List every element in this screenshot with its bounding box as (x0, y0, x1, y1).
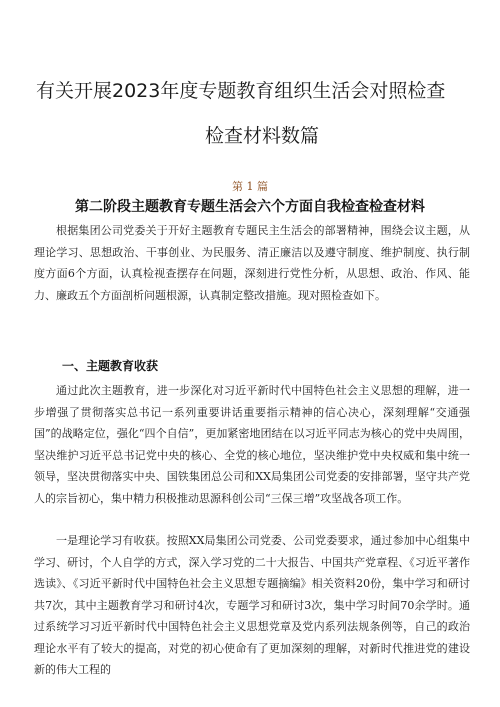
gains-paragraph: 通过此次主题教育，进一步深化对习近平新时代中国特色社会主义思想的理解，进一步增强了贯彻落实总书记一系列重要讲话重要指示精神的信心决心，深刻理解“交通强国”的战略定位，强化“四个自信”，更加紧密地团结在以习近平同志为核心的党中央周围，坚决维护习近平总书记党中央的核心、全党的核心地位，坚决维护党中央权威和集中统一领导，坚决贯彻落实中央、国铁集团总公司和XX局集团公司党委的安排部署，坚守共产党人的宗旨初心，集中精力积极推动思源科创公司“三保三增”攻坚战各项工作。 (34, 384, 470, 505)
section-title: 第二阶段主题教育专题生活会六个方面自我检查检查材料 (75, 199, 425, 215)
document-title-line1: 有关开展2023年度专题教育组织生活会对照检查 (36, 80, 446, 102)
document-title-line2: 检查材料数篇 (205, 125, 320, 147)
theory-paragraph: 一是理论学习有收获。按照XX局集团公司党委、公司党委要求，通过参加中心组集中学习、研讨，个人自学的方式，深入学习党的二十大报告、中国共产党章程、《习近平著作选读》、《习近平新时代中国特色社会主义思想专题摘编》相关资料20份，集中学习和研讨共7次，其中主题教育学习和研讨4次，专题学习和研讨3次，集中学习时间70余学时。通过系统学习习近平新时代中国特色社会主义思想党章及党内系列法规条例等，自己的政治理论水平有了较大的提高，对党的初心使命有了更加深刻的理解，对新时代推进党的建设新的伟大工程的 (34, 534, 470, 676)
intro-paragraph: 根据集团公司党委关于开好主题教育专题民主生活会的部署精神，围绕会议主题，从理论学习、思想政治、干事创业、为民服务、清正廉洁以及遵守制度、维护制度、执行制度方面6个方面，认真检视查摆存在问题，深刻进行党性分析，从思想、政治、作风、能力、廉政五个方面剖析问题根源，认真制定整改措施。现对照检查如下。 (34, 224, 470, 302)
theory-paragraph-block (34, 530, 470, 681)
intro-paragraph-block (34, 220, 470, 306)
heading-gains: 一、主题教育收获 (62, 359, 159, 373)
gains-paragraph-block (34, 380, 470, 509)
section-label: 第 1 篇 (232, 180, 268, 193)
